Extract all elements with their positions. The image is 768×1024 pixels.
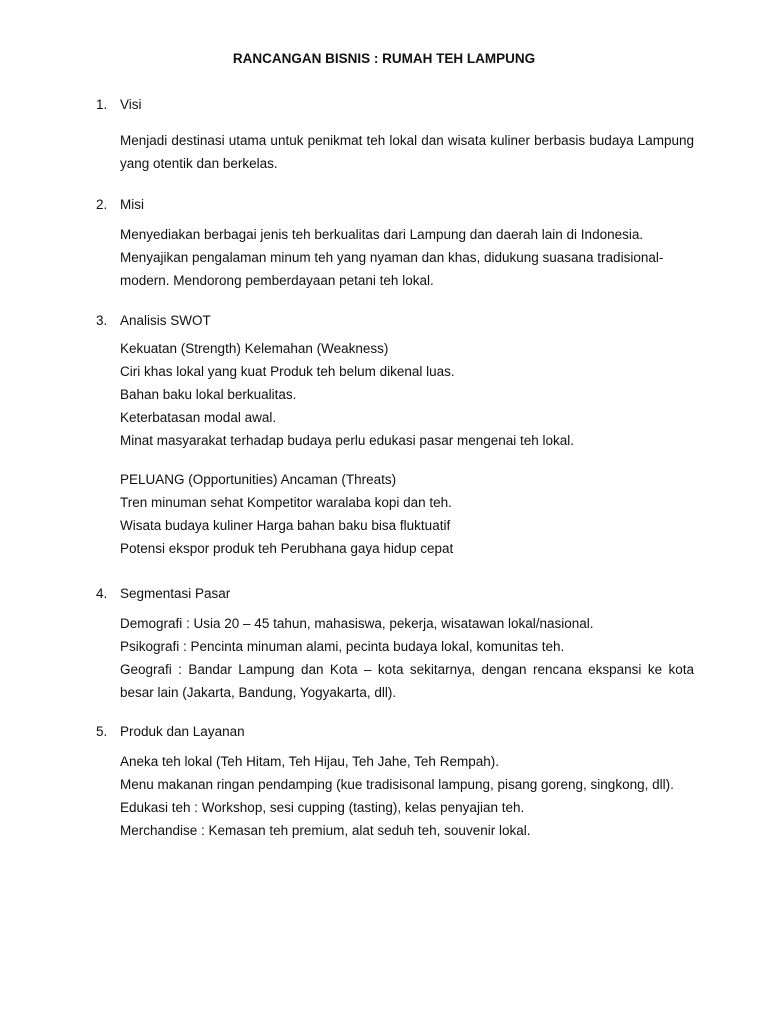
section-number: 1. (96, 97, 108, 112)
section-swot (96, 311, 696, 560)
section-heading (96, 584, 696, 604)
swot-line: Minat masyarakat terhadap budaya perlu edukasi pasar mengenai teh lokal. (120, 433, 575, 448)
swot-line: Wisata budaya kuliner Harga bahan baku bisa fluktuatif (120, 518, 451, 533)
section-heading (96, 195, 696, 215)
section-segmentasi-pasar (96, 584, 696, 704)
section-heading (96, 722, 696, 742)
section-number: 4. (96, 586, 108, 601)
section-number: 2. (96, 197, 108, 212)
section-heading (96, 311, 696, 331)
section-title: Visi (120, 97, 142, 112)
produk-line: Aneka teh lokal (Teh Hitam, Teh Hijau, Teh Jahe, Teh Rempah). (120, 754, 499, 769)
section-produk-layanan (96, 722, 696, 842)
section-heading (96, 95, 696, 115)
swot-header-opportunities-threats: PELUANG (Opportunities) Ancaman (Threats) (120, 472, 397, 487)
misi-line: Menyajikan pengalaman minum teh yang nyaman dan khas, didukung suasana tradisional- (120, 250, 664, 265)
section-number: 3. (96, 313, 108, 328)
produk-line: Edukasi teh : Workshop, sesi cupping (tasting), kelas penyajian teh. (120, 800, 525, 815)
section-number: 5. (96, 724, 108, 739)
misi-line: modern. Mendorong pemberdayaan petani teh lokal. (120, 273, 434, 288)
segmentasi-line: Demografi : Usia 20 – 45 tahun, mahasiswa, pekerja, wisatawan lokal/nasional. (120, 616, 594, 631)
section-title: Produk dan Layanan (120, 724, 245, 739)
swot-line: Bahan baku lokal berkualitas. (120, 387, 297, 402)
produk-line: Menu makanan ringan pendamping (kue tradisisonal lampung, pisang goreng, singkong, dll). (120, 777, 674, 792)
swot-line: Potensi ekspor produk teh Perubhana gaya hidup cepat (120, 541, 454, 556)
swot-header-strength-weakness: Kekuatan (Strength) Kelemahan (Weakness) (120, 341, 389, 356)
section-title: Segmentasi Pasar (120, 586, 231, 601)
section-title: Analisis SWOT (120, 313, 211, 328)
swot-line: Keterbatasan modal awal. (120, 410, 277, 425)
visi-paragraph: Menjadi destinasi utama untuk penikmat teh lokal dan wisata kuliner berbasis budaya Lampung yang otentik dan berkelas. (120, 133, 694, 171)
document-title: RANCANGAN BISNIS : RUMAH TEH LAMPUNG (232, 51, 536, 66)
section-visi (96, 95, 696, 175)
swot-line: Ciri khas lokal yang kuat Produk teh belum dikenal luas. (120, 364, 455, 379)
geografi-paragraph: Geografi : Bandar Lampung dan Kota – kota sekitarnya, dengan rencana ekspansi ke kota besar lain (Jakarta, Bandung, Yogyakarta, dll). (120, 662, 694, 700)
misi-line: Menyediakan berbagai jenis teh berkualitas dari Lampung dan daerah lain di Indonesia. (120, 227, 644, 242)
swot-line: Tren minuman sehat Kompetitor waralaba kopi dan teh. (120, 495, 452, 510)
section-misi (96, 195, 696, 292)
segmentasi-line: Psikografi : Pencinta minuman alami, pecinta budaya lokal, komunitas teh. (120, 639, 565, 654)
produk-line: Merchandise : Kemasan teh premium, alat seduh teh, souvenir lokal. (120, 823, 531, 838)
section-title: Misi (120, 197, 144, 212)
